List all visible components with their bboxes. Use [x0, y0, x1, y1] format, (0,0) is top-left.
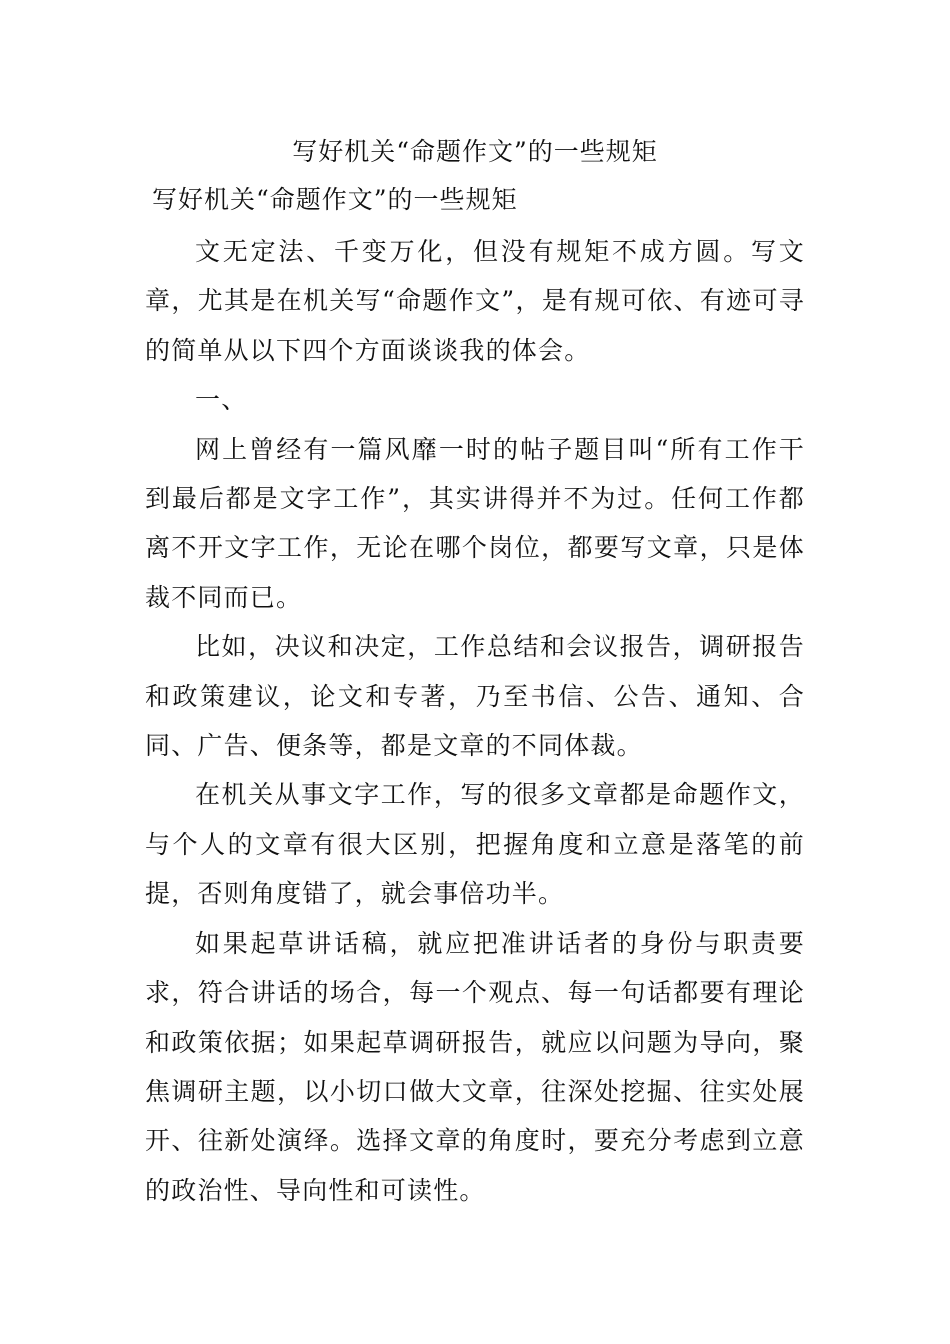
- section-heading-one: 一、: [195, 385, 248, 415]
- document-subtitle: 写好机关“命题作文”的一些规矩: [152, 185, 518, 214]
- paragraph: 在机关从事文字工作，写的很多文章都是命题作文，与个人的文章有很大区别，把握角度和立意是落笔的前提，否则角度错了，就会事倍功半。: [145, 780, 805, 909]
- paragraph: 如果起草讲话稿，就应把准讲话者的身份与职责要求，符合讲话的场合，每一个观点、每一句话都要有理论和政策依据；如果起草调研报告，就应以问题为导向，聚焦调研主题，以小切口做大文章，往深处挖掘、往实处展开、往新处演绎。选择文章的角度时，要充分考虑到立意的政治性、导向性和可读性。: [145, 928, 805, 1205]
- paragraph: 比如，决议和决定，工作总结和会议报告，调研报告和政策建议，论文和专著，乃至书信、公告、通知、合同、广告、便条等，都是文章的不同体裁。: [145, 632, 805, 761]
- paragraph: 网上曾经有一篇风靡一时的帖子题目叫“所有工作干到最后都是文字工作”，其实讲得并不为过。任何工作都离不开文字工作，无论在哪个岗位，都要写文章，只是体裁不同而已。: [145, 434, 805, 612]
- paragraph-intro: 文无定法、千变万化，但没有规矩不成方圆。写文章，尤其是在机关写“命题作文”，是有规可依、有迹可寻的简单从以下四个方面谈谈我的体会。: [145, 237, 805, 365]
- document-body: [145, 227, 805, 1215]
- document-title: 写好机关“命题作文”的一些规矩: [292, 137, 658, 166]
